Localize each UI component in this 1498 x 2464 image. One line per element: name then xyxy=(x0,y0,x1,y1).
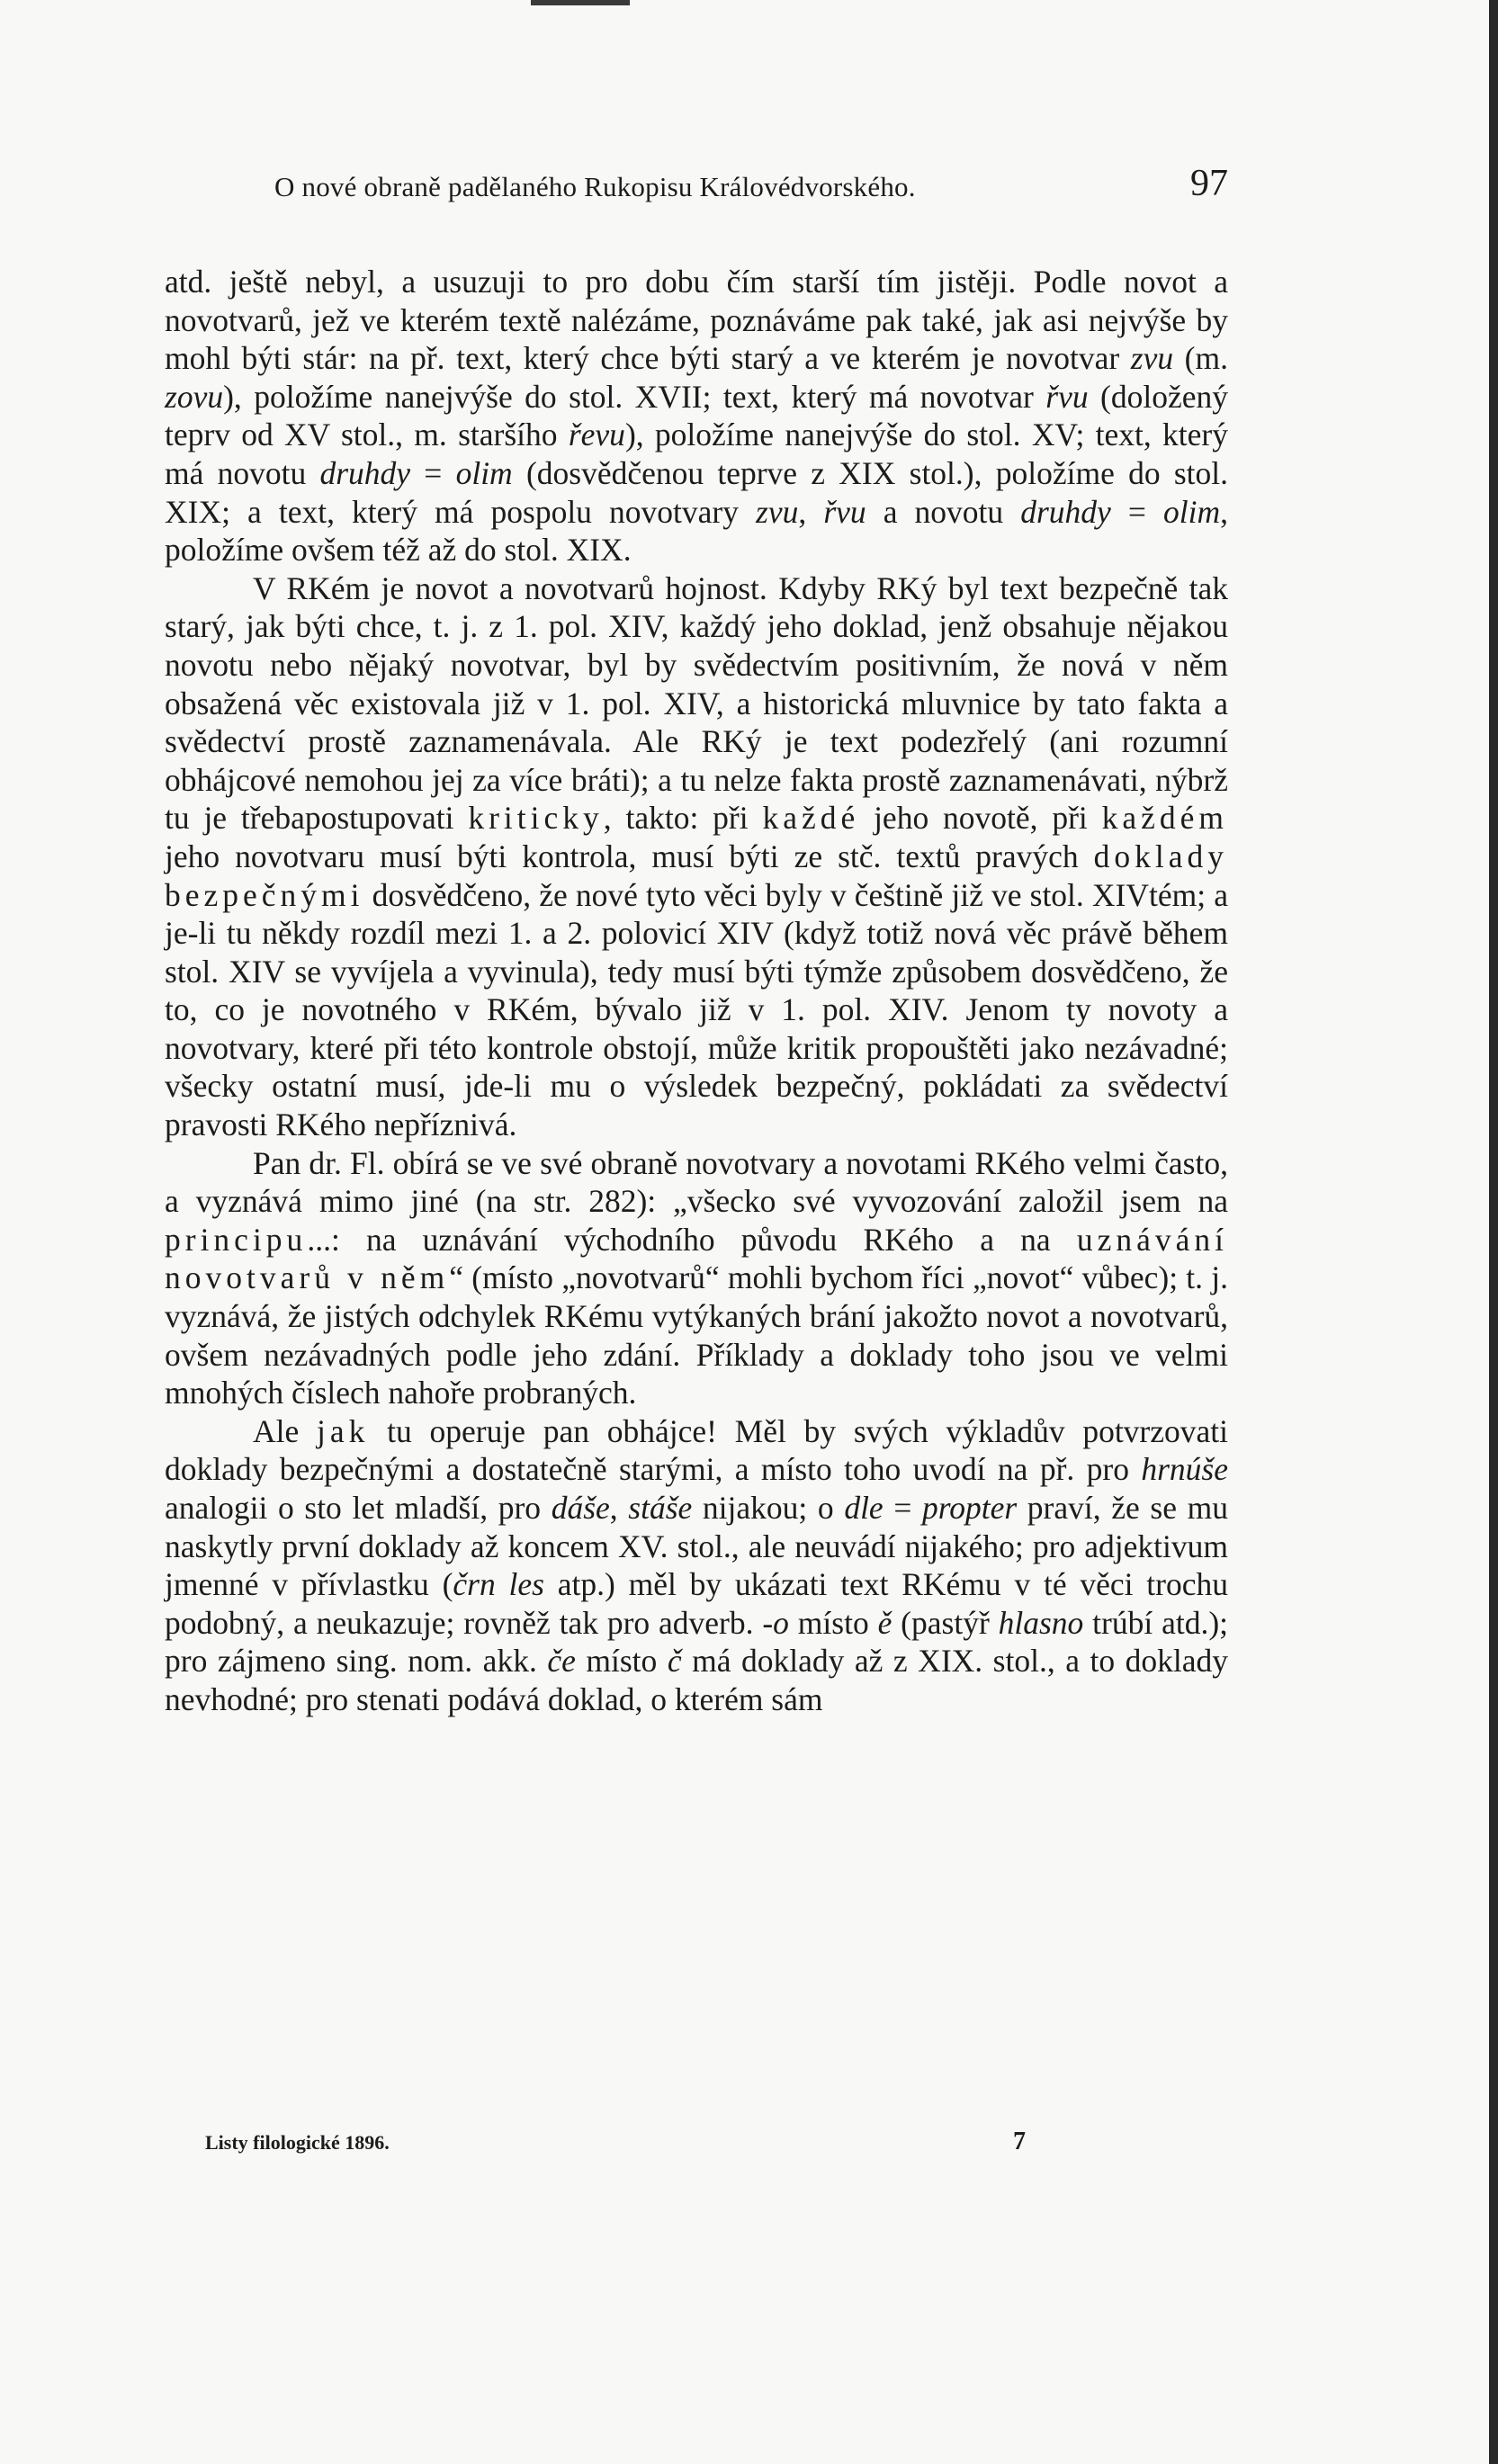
footer-signature-mark: 7 xyxy=(1013,2128,1026,2155)
running-title: O nové obraně padělaného Rukopisu Královédvorského. xyxy=(274,171,916,202)
paragraph xyxy=(165,1144,1228,1412)
italic-term: řevu xyxy=(568,417,625,453)
page-edge-shadow xyxy=(1489,0,1498,2464)
text-run: , položíme ovšem též až do stol. XIX. xyxy=(165,493,1228,569)
text-run: Ale xyxy=(253,1412,318,1449)
text-run: (m. xyxy=(1173,340,1228,377)
text-run: jeho novotvaru musí býti kontrola, musí býti ze stč. textů pravých xyxy=(165,838,1094,874)
spaced-emphasis: uznávání novotvarů v něm xyxy=(165,1221,1228,1296)
text-run: ...: na uznávání východního původu RKého a na xyxy=(307,1221,1077,1258)
text-run: (dosvědčenou teprve z XIX stol.), položíme do stol. XIX; a text, který má pospolu novotvary xyxy=(165,454,1229,530)
page-footer xyxy=(205,2128,1026,2164)
italic-term: hrnúše xyxy=(1141,1451,1228,1488)
text-run: a novotu xyxy=(866,493,1021,530)
italic-term: dáše xyxy=(551,1490,610,1526)
italic-term: zovu xyxy=(165,378,224,415)
italic-term: č xyxy=(667,1643,682,1680)
italic-term: ě xyxy=(877,1604,893,1641)
italic-term: dle xyxy=(844,1490,884,1526)
text-run: ), položíme nanejvýše do stol. XV; text, který má novotu xyxy=(165,417,1228,491)
footer-journal-title: Listy filologické 1896. xyxy=(205,2131,390,2154)
italic-term: olim xyxy=(455,454,513,491)
spaced-emphasis: principu xyxy=(165,1221,308,1258)
italic-term: olim xyxy=(1162,493,1221,530)
italic-term: řvu xyxy=(1045,378,1089,415)
italic-term: řvu xyxy=(823,493,866,530)
italic-term: zvu xyxy=(1130,340,1174,377)
text-run: (doložený teprv od XV stol., m. staršího xyxy=(165,378,1228,453)
text-run: atd. ještě nebyl, a usuzuji to pro dobu čím starší tím jistěji. Podle novot a novotvarů, jež ve kterém textě nalézáme, poznáváme pak také, jak asi nejvýše by mohl býti stár: na př. text, který chce býti starý a ve kterém je novotvar xyxy=(165,264,1228,377)
italic-term: zvu xyxy=(756,493,799,530)
spaced-emphasis: jak xyxy=(317,1412,370,1449)
paragraph xyxy=(165,569,1228,1144)
text-run: V RKém je novot a novotvarů hojnost. Kdyby RKý byl text bezpečně tak starý, jak býti chce, t. j. z 1. pol. XIV, každý jeho doklad, jenž obsahuje nějakou novotu nebo nějaký novotvar, byl by svědectvím positivním, že nová v něm obsažená věc existovala již v 1. pol. XIV, a historická mluvnice by tato fakta a svědectví prostě zaznamenávala. Ale RKý je text podezřelý (ani rozumní obhájcové nemohou jej za více bráti); a tu nelze fakta prostě zaznamenávati, nýbrž tu je třebapostupovati xyxy=(165,569,1228,837)
running-header xyxy=(274,162,1228,216)
text-run: trúbí atd.); pro zájmeno sing. nom. akk. xyxy=(165,1604,1228,1680)
main-text xyxy=(165,263,1228,1719)
text-run: , takto: při xyxy=(603,800,763,837)
text-run: místo xyxy=(788,1604,878,1641)
italic-term: črn les xyxy=(453,1566,544,1603)
text-run: = xyxy=(1110,493,1163,530)
spaced-emphasis: kriticky xyxy=(468,800,604,837)
text-run: ), položíme nanejvýše do stol. XVII; text, který má novotvar xyxy=(223,378,1046,415)
spaced-emphasis: každé xyxy=(762,800,860,837)
text-run: nijakou; o xyxy=(692,1490,845,1526)
text-run: jeho novotě, při xyxy=(859,800,1102,837)
top-edge-mark xyxy=(531,0,630,5)
text-run: , xyxy=(609,1490,629,1526)
italic-term: stáše xyxy=(628,1490,693,1526)
italic-term: hlasno xyxy=(998,1604,1084,1641)
spaced-emphasis: každém xyxy=(1101,800,1229,837)
text-run: místo xyxy=(575,1643,668,1680)
italic-term: -o xyxy=(762,1604,789,1641)
text-run: má doklady až z XIX. stol., a to doklady nevhodné; pro stenati podává doklad, o kterém sám xyxy=(165,1643,1229,1717)
text-run: = xyxy=(883,1490,922,1526)
spaced-emphasis: doklady bezpečnými xyxy=(165,838,1228,913)
text-run: analogii o sto let mladší, pro xyxy=(165,1490,552,1526)
italic-term: druhdy xyxy=(1020,493,1111,530)
text-run: tu operuje pan obhájce! Měl by svých výkladův potvrzovati doklady bezpečnými a dostatečně starými, a místo toho uvodí na př. pro xyxy=(165,1412,1228,1488)
text-run: , xyxy=(798,493,824,530)
text-run: atp.) měl by ukázati text RKému v té věci trochu podobný, a neukazuje; rovněž tak pro adverb. xyxy=(165,1566,1228,1641)
text-run: Pan dr. Fl. obírá se ve své obraně novotvary a novotami RKého velmi často, a vyznává mimo jiné (na str. 282): „všecko své vyvozování založil jsem na xyxy=(165,1144,1228,1220)
italic-term: propter xyxy=(921,1490,1018,1526)
paragraph xyxy=(165,263,1228,569)
text-run: praví, že se mu naskytly první doklady až koncem XV. stol., ale neuvádí nijakého; pro adjektivum jmenné v přívlastku ( xyxy=(165,1490,1228,1603)
text-run: dosvědčeno, že nové tyto věci byly v češtině již ve stol. XIVtém; a je-li tu někdy rozdíl mezi 1. a 2. polovicí XIV (když totiž nová věc právě během stol. XIV se vyvíjela a vyvinula), tedy musí býti týmže způsobem dosvědčeno, že to, co je novotného v RKém, bývalo již v 1. pol. XIV. Jenom ty novoty a novotvary, které při této kontrole obstojí, může kritik propouštěti jako nezávadné; všecky ostatní musí, jde-li mu o výsledek bezpečný, pokládati za svědectví pravosti RKého nepříznivá. xyxy=(165,876,1228,1143)
page-number: 97 xyxy=(1190,163,1228,204)
paragraph xyxy=(165,1412,1228,1719)
italic-term: druhdy xyxy=(319,454,411,491)
text-run: “ (místo „novotvarů“ mohli bychom říci „novot“ vůbec); t. j. vyznává, že jistých odchylek RKému vytýkaných brání jakožto novot a novotvarů, ovšem nezávadných podle jeho zdání. Příklady a doklady toho jsou ve velmi mnohých číslech nahoře probraných. xyxy=(165,1259,1228,1411)
text-run: (pastýř xyxy=(892,1604,999,1641)
italic-term: če xyxy=(547,1643,576,1680)
text-run: = xyxy=(410,454,456,491)
